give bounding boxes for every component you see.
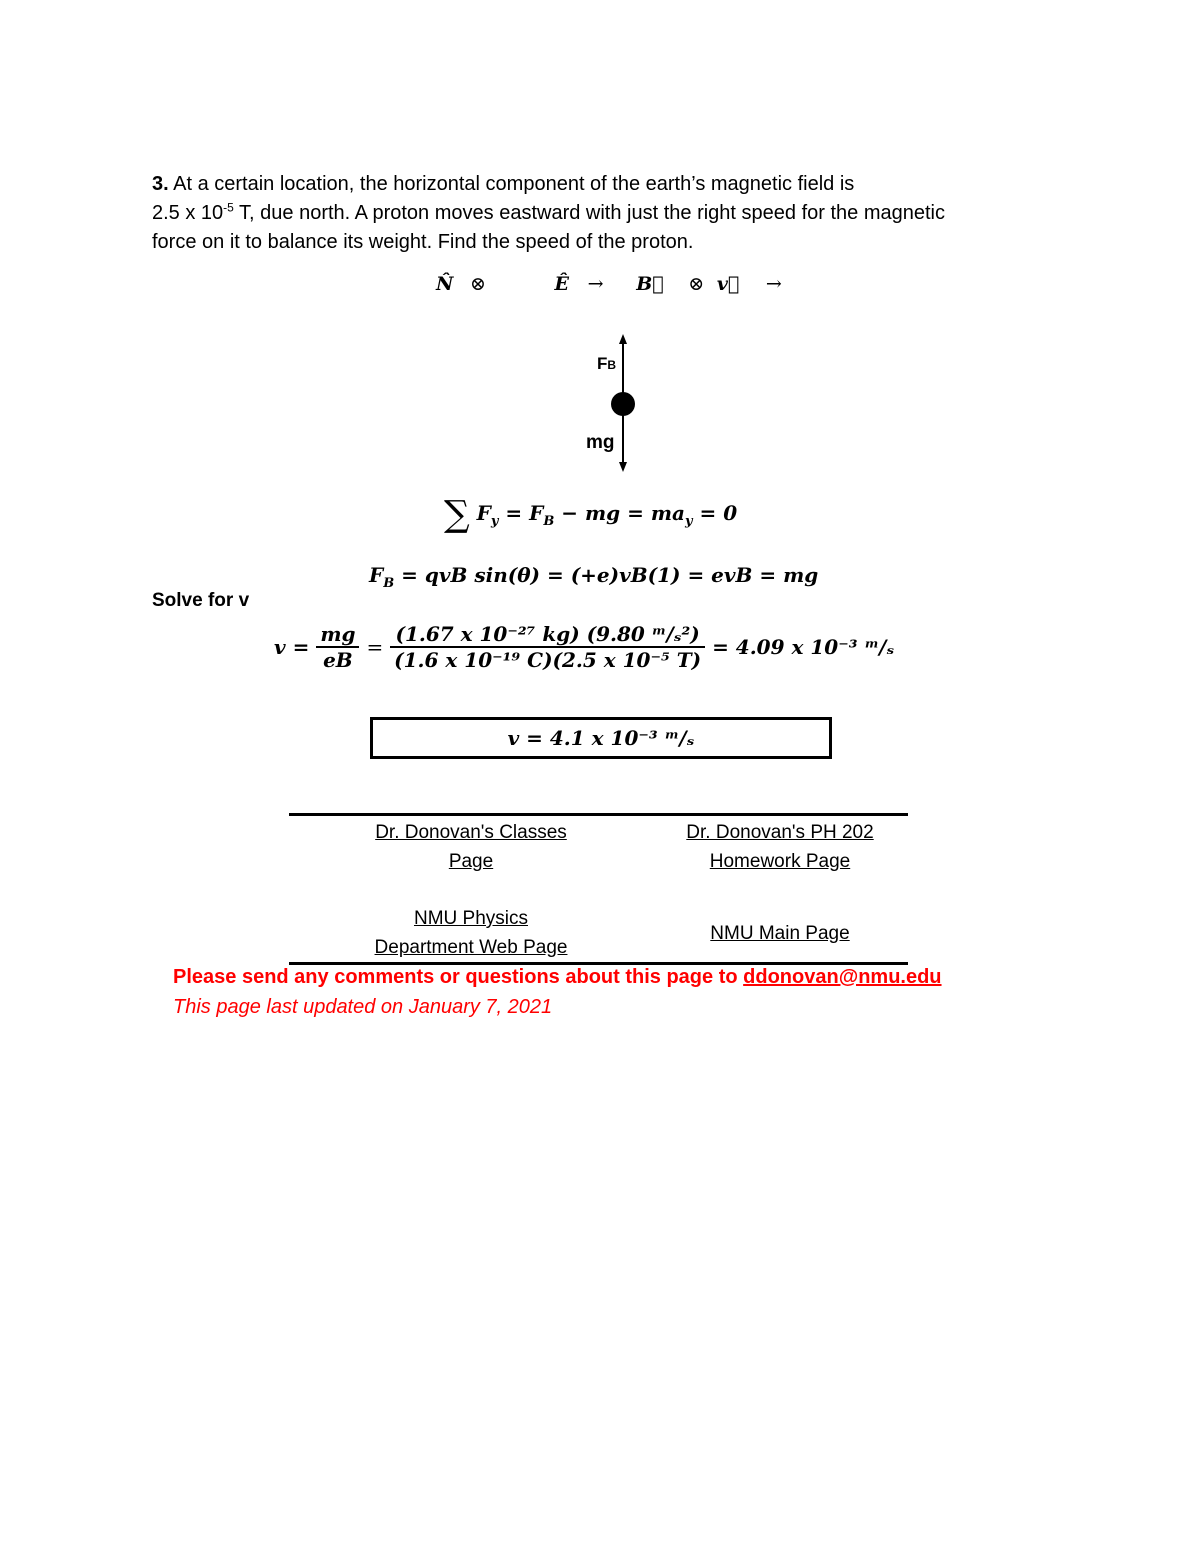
nav-top-rule bbox=[289, 813, 908, 816]
nmu-main-page-link[interactable]: NMU Main Page bbox=[710, 923, 850, 944]
sum-forces-equation: ∑ $F_y = F_B$ − mg = $ma_y = 0$ bbox=[444, 494, 738, 535]
problem-text bbox=[152, 170, 1052, 257]
solve-label: Solve for v bbox=[152, 590, 250, 611]
fb-label: FB bbox=[597, 354, 617, 373]
into-page-icon: ⊗ bbox=[470, 273, 486, 295]
magnetic-force-equation: $F_B$ = qvB sin(θ) = (+e)vB(1) = evB = mg bbox=[369, 563, 819, 591]
east-symbol: Ê bbox=[554, 273, 570, 295]
right-arrow-icon: → bbox=[587, 273, 604, 295]
ph202-homework-link[interactable]: Dr. Donovan's PH 202 Homework Page bbox=[686, 822, 874, 872]
direction-legend bbox=[436, 273, 782, 295]
classes-page-link[interactable]: Dr. Donovan's Classes Page bbox=[375, 822, 567, 872]
sigma-symbol: ∑ bbox=[444, 494, 470, 535]
north-symbol: N̂ bbox=[436, 273, 454, 295]
nav-bottom-rule bbox=[289, 962, 908, 965]
into-page-icon: ⊗ bbox=[688, 273, 705, 295]
b-vector-symbol: B⃗ bbox=[636, 273, 664, 295]
up-arrow-icon bbox=[619, 334, 627, 344]
mg-label: mg bbox=[586, 432, 615, 453]
problem-line-2: 2.5 x $10^{-5}$ T, due north. A proton moves eastward with just the right speed for the magnetic bbox=[152, 200, 945, 224]
v-vector-symbol: v⃗ bbox=[716, 273, 740, 295]
final-answer-box bbox=[370, 717, 832, 759]
velocity-equation: v = $\frac{mg}{eB}$ = $\frac{\text{(1.67 x 10⁻²⁷ kg) (9.80 ᵐ/ₛ²)}}{\text{(1.6 x 10⁻¹⁹ C)(2.5 x 10⁻⁵ T)}}$ = 4.09 x 10⁻³ ᵐ/ₛ bbox=[274, 622, 895, 672]
physics-department-link[interactable]: NMU Physics Department Web Page bbox=[374, 908, 568, 958]
velocity-result: = 4.09 x 10⁻³ ᵐ/ₛ bbox=[712, 635, 895, 659]
comments-line: Please send any comments or questions about this page to ddonovan@nmu.edu bbox=[173, 966, 942, 988]
problem-line-1: 3. At a certain location, the horizontal component of the earth’s magnetic field is bbox=[152, 173, 855, 195]
numeric-fraction: $\frac{\text{(1.67 x 10⁻²⁷ kg) (9.80 ᵐ/ₛ²)}}{\text{(1.6 x 10⁻¹⁹ C)(2.5 x 10⁻⁵ T)}}$ bbox=[390, 622, 705, 672]
right-arrow-icon: → bbox=[765, 273, 782, 295]
down-arrow-icon bbox=[619, 462, 627, 472]
problem-number: 3. bbox=[152, 173, 169, 195]
final-answer: v = 4.1 x 10⁻³ ᵐ/ₛ bbox=[507, 726, 695, 750]
proton-dot bbox=[611, 392, 635, 416]
email-link[interactable]: ddonovan@nmu.edu bbox=[743, 966, 942, 988]
mg-over-eb-fraction: $\frac{mg}{eB}$ bbox=[316, 622, 359, 672]
last-updated: This page last updated on January 7, 2021 bbox=[173, 996, 553, 1018]
free-body-diagram bbox=[560, 330, 680, 475]
problem-line-3: force on it to balance its weight. Find the speed of the proton. bbox=[152, 231, 694, 253]
